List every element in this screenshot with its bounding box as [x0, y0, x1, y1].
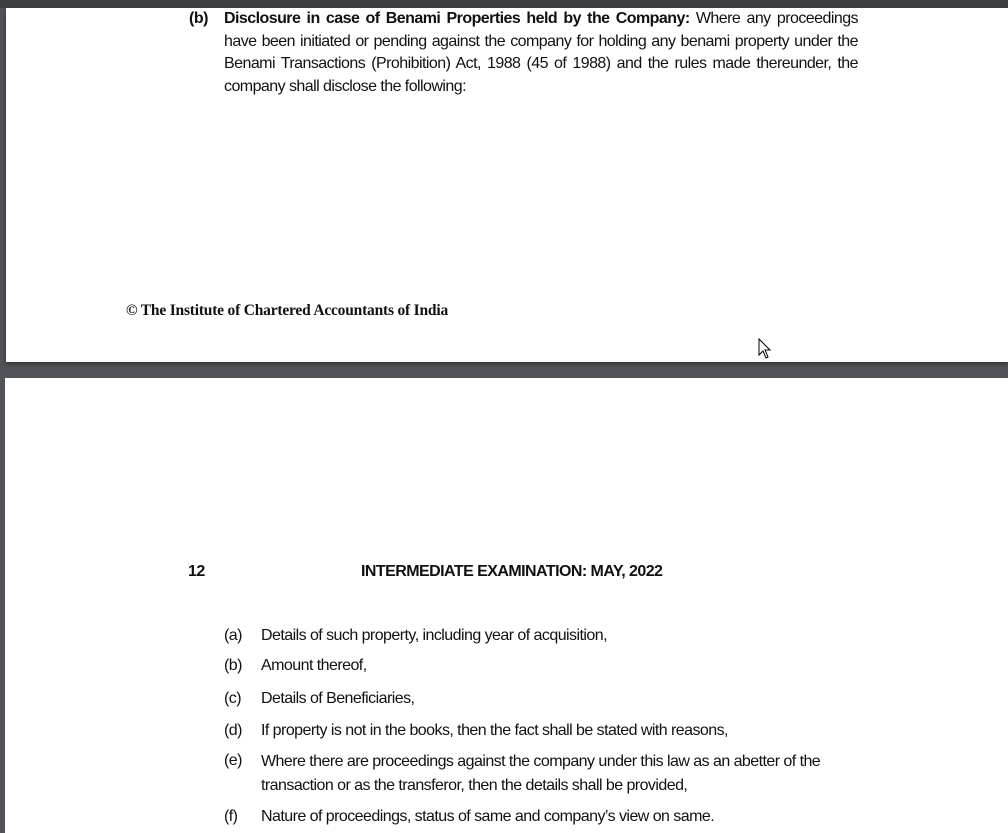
page-number: 12	[188, 563, 205, 580]
mouse-cursor-icon	[758, 338, 772, 360]
paragraph-body: Where any proceedings have been initiated or pending against the company for holding any benami property under the Benami Transactions (Prohibition) Act, 1988 (45 of 1988) and the rules made thereunder, the company shall disclose the following:	[224, 10, 858, 95]
page-header-title: INTERMEDIATE EXAMINATION: MAY, 2022	[361, 563, 663, 580]
list-item-label: (f)	[224, 808, 238, 825]
list-item-label: (c)	[224, 690, 242, 707]
pdf-page-11	[6, 8, 1008, 362]
pdf-page-12	[5, 378, 1008, 833]
list-item-text: If property is not in the books, then the fact shall be stated with reasons,	[261, 722, 728, 739]
list-item-text: Details of Beneficiaries,	[261, 690, 415, 707]
viewer-top-bar	[0, 0, 1008, 8]
benami-disclosure-paragraph	[224, 8, 858, 98]
item-label: (b)	[189, 10, 208, 27]
list-item-label: (a)	[224, 627, 242, 644]
list-item-text: Where there are proceedings against the company under this law as an abetter of the transaction or as the transferor, then the details shall be provided,	[261, 753, 821, 794]
list-item-text: Amount thereof,	[261, 657, 367, 674]
page-footer: © The Institute of Chartered Accountants of India	[126, 302, 448, 319]
paragraph-heading: Disclosure in case of Benami Properties held by the Company:	[224, 10, 690, 27]
list-item-label: (d)	[224, 722, 242, 739]
list-item-text: Nature of proceedings, status of same and company’s view on same.	[261, 808, 715, 825]
list-item-label: (e)	[224, 752, 242, 769]
list-item-label: (b)	[224, 657, 242, 674]
list-item-text: Details of such property, including year of acquisition,	[261, 627, 607, 644]
